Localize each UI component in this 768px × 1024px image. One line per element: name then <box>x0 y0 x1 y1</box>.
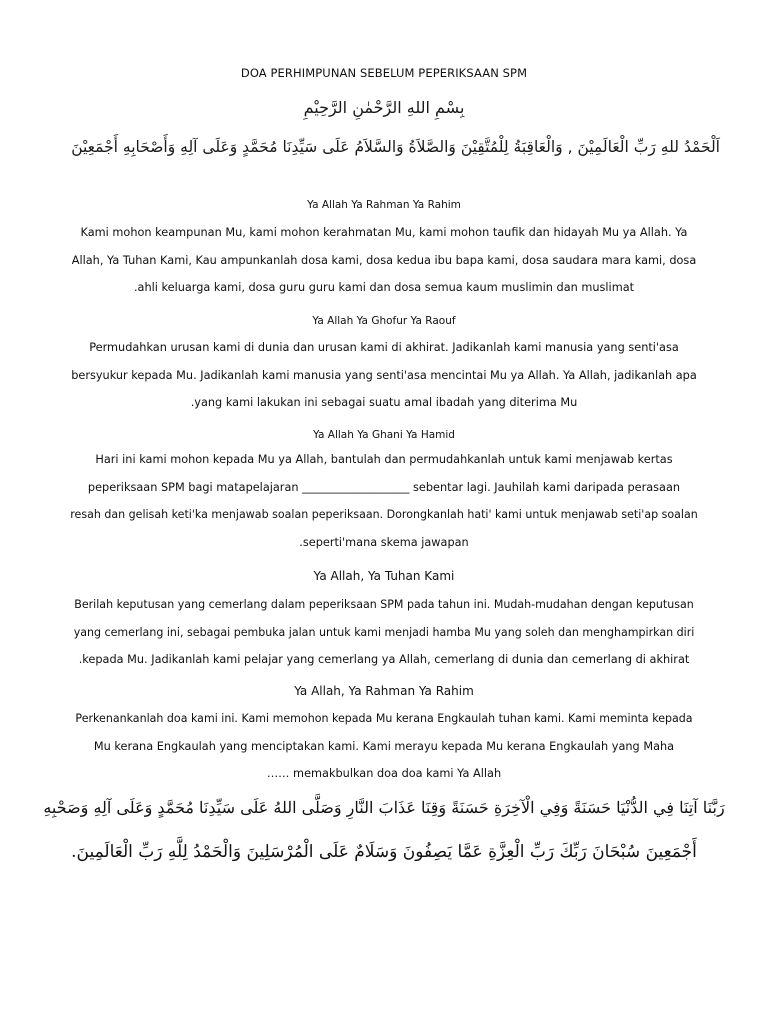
closing-line: أَجْمَعِينَ سُبْحَانَ رَبِّكَ رَبِّ الْعِزَّةِ عَمَّا يَصِفُونَ وَسَلَامٌ عَلَى الْمُرْسَلِينَ وَالْحَمْدُ لِلَّهِ رَبِّ الْعَالَمِينَ. <box>71 842 697 862</box>
section-heading-3: Ya Allah Ya Ghani Ya Hamid <box>313 429 455 441</box>
paragraph-line: …… memakbulkan doa doa kami Ya Allah <box>266 767 502 780</box>
section-paragraph-2 <box>70 334 698 417</box>
paragraph-line: .kepada Mu. Jadikanlah kami pelajar yang cemerlang ya Allah, cemerlang di dunia dan cemerlang di akhirat <box>78 653 690 666</box>
paragraph-line: Berilah keputusan yang cemerlang dalam peperiksaan SPM pada tahun ini. Mudah-mudahan dengan keputusan <box>74 598 694 611</box>
section-heading-1: Ya Allah Ya Rahman Ya Rahim <box>307 199 461 211</box>
section-paragraph-4 <box>70 591 698 674</box>
paragraph-line: yang cemerlang ini, sebagai pembuka jalan untuk kami menjadi hamba Mu yang soleh dan menghampirkan diri <box>73 625 695 639</box>
section-heading-4: Ya Allah, Ya Tuhan Kami <box>313 569 455 583</box>
section-heading-5: Ya Allah, Ya Rahman Ya Rahim <box>294 684 474 698</box>
paragraph-line: Mu kerana Engkaulah yang menciptakan kami. Kami merayu kepada Mu kerana Engkaulah yang Maha <box>93 739 675 753</box>
section-paragraph-5 <box>70 705 698 788</box>
paragraph-line: Hari ini kami mohon kepada Mu ya Allah, bantulah dan permudahkanlah untuk kami menjawab kertas <box>95 453 673 466</box>
paragraph-line: Perkenankanlah doa kami ini. Kami memohon kepada Mu kerana Engkaulah tuhan kami. Kami meminta kepada <box>75 712 693 725</box>
bismillah-text: بِسْمِ اللهِ الرَّحْمٰنِ الرَّحِيْمِ <box>303 98 465 117</box>
section-heading-2: Ya Allah Ya Ghofur Ya Raouf <box>312 315 456 327</box>
closing-line: رَبَّنَا آتِنَا فِي الدُّنْيَا حَسَنَةً وَفِي الْآخِرَةِ حَسَنَةً وَقِنَا عَذَابَ النَّارِ وَصَلَّى اللهُ عَلَى سَيِّدِنَا مُحَمَّدٍ وَعَلَى آلِهِ وَصَحْبِهِ <box>43 798 725 817</box>
paragraph-line: .yang kami lakukan ini sebagai suatu amal ibadah yang diterima Mu <box>190 396 578 409</box>
section-paragraph-3 <box>70 446 698 556</box>
closing-doa <box>40 786 728 874</box>
paragraph-line: resah dan gelisah keti'ka menjawab soalan peperiksaan. Dorongkanlah hati' kami untuk menjawab seti'ap soalan <box>70 508 698 521</box>
document-title: DOA PERHIMPUNAN SEBELUM PEPERIKSAAN SPM <box>240 66 528 80</box>
paragraph-line: .ahli keluarga kami, dosa guru guru kami dan dosa semua kaum muslimin dan muslimat <box>133 281 635 294</box>
paragraph-line: peperiksaan SPM bagi matapelajaran ___________________ sebentar lagi. Jauhilah kami daripada perasaan <box>87 480 681 494</box>
section-paragraph-1 <box>70 219 698 302</box>
paragraph-line: bersyukur kepada Mu. Jadikanlah kami manusia yang senti'asa mencintai Mu ya Allah. Ya Allah, jadikanlah apa <box>71 368 697 382</box>
hamd-text: اَلْحَمْدُ للهِ رَبِّ الْعَالَمِيْنَ , وَالْعَاقِبَةُ لِلْمُتَّقِيْنَ وَالصَّلاَةُ وَالسَّلاَمُ عَلَى سَيِّدِنَا مُحَمَّدٍ وَعَلَى آلِهِ وَأَصْحَابِهِ أَجْمَعِيْنَ <box>71 138 720 156</box>
paragraph-line: Allah, Ya Tuhan Kami, Kau ampunkanlah dosa kami, dosa kedua ibu bapa kami, dosa saudara mara kami, dosa <box>71 253 697 267</box>
paragraph-line: Permudahkan urusan kami di dunia dan urusan kami di akhirat. Jadikanlah kami manusia yang senti'asa <box>89 341 679 354</box>
paragraph-line: Kami mohon keampunan Mu, kami mohon kerahmatan Mu, kami mohon taufik dan hidayah Mu ya Allah. Ya <box>80 226 688 239</box>
paragraph-line: .seperti'mana skema jawapan <box>299 535 469 549</box>
